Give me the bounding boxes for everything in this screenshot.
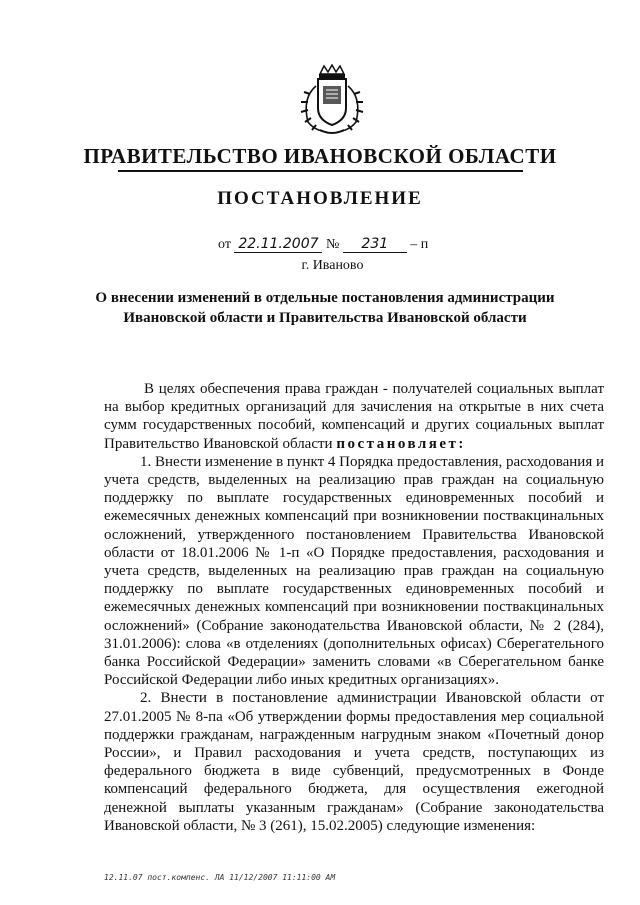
document-type-heading: ПОСТАНОВЛЕНИЕ: [217, 188, 423, 209]
item-1-paragraph: 1. Внести изменение в пункт 4 Порядка предоставления, расходования и учета средств, выделенных на реализацию прав граждан на социальную поддержку по выплате государственных единовременных пособий и ежемесячных денежных компенсаций при возникновении поствакцинальных осложнений, утвержденного постановлением Правительства Ивановской области от 18.01.2006 № 1-п «О Порядке предоставления, расходования и учета средств, выделенных на реализацию прав граждан на социальную поддержку по выплате государственных единовременных пособий и ежемесячных денежных компенсаций при возникновении поствакцинальных осложнений» (Собрание законодательства Ивановской области, № 2 (284), 31.01.2006): слова «в отделениях (дополнительных офисах) Сберегательного банка Российской Федерации» заменить словами «в Сберегательном банке Российской Федерации либо иных кредитных организациях».: [104, 453, 605, 689]
document-subject: О внесении изменений в отдельные постановления администрации Ивановской области и Правительства Ивановской области: [95, 290, 555, 326]
number-prefix: №: [325, 237, 340, 252]
title-underline: [118, 170, 523, 172]
date-prefix: от: [218, 237, 231, 252]
intro-text: В целях обеспечения права граждан - получателей социальных выплат на выбор кредитных организаций для зачисления на открытые в них счета сумм государственных пособий, компенсаций и других социальных выплат Правительство Ивановской области: [104, 381, 604, 452]
footer-meta: 12.11.07 пост.компенс. ЛА 11/12/2007 11:11:00 AM: [104, 873, 336, 882]
handwritten-number: 231: [343, 236, 407, 253]
number-suffix: – п: [410, 237, 429, 252]
handwritten-date: 22.11.2007: [234, 236, 322, 253]
item-2-paragraph: 2. Внести в постановление администрации Ивановской области от 27.01.2005 № 8-па «Об утверждении формы предоставления мер социальной поддержки гражданам, награжденным нагрудным знаком «Почетный донор России», и Правил расходования и учета средств, поступающих из федерального бюджета в виде субвенций, предусмотренных в Фонде компенсаций федерального бюджета, для осуществления ежегодной денежной выплаты указанным гражданам» (Собрание законодательства Ивановской области, № 3 (261), 15.02.2005) следующие изменения:: [104, 690, 604, 834]
document-body: [104, 380, 604, 835]
coat-of-arms-emblem: [296, 64, 368, 138]
organization-title: ПРАВИТЕЛЬСТВО ИВАНОВСКОЙ ОБЛАСТИ: [83, 144, 557, 168]
city-label: г. Иваново: [301, 258, 364, 273]
date-number-line: [218, 236, 428, 253]
intro-paragraph: [104, 380, 604, 453]
resolves-word: постановляет:: [336, 435, 466, 452]
